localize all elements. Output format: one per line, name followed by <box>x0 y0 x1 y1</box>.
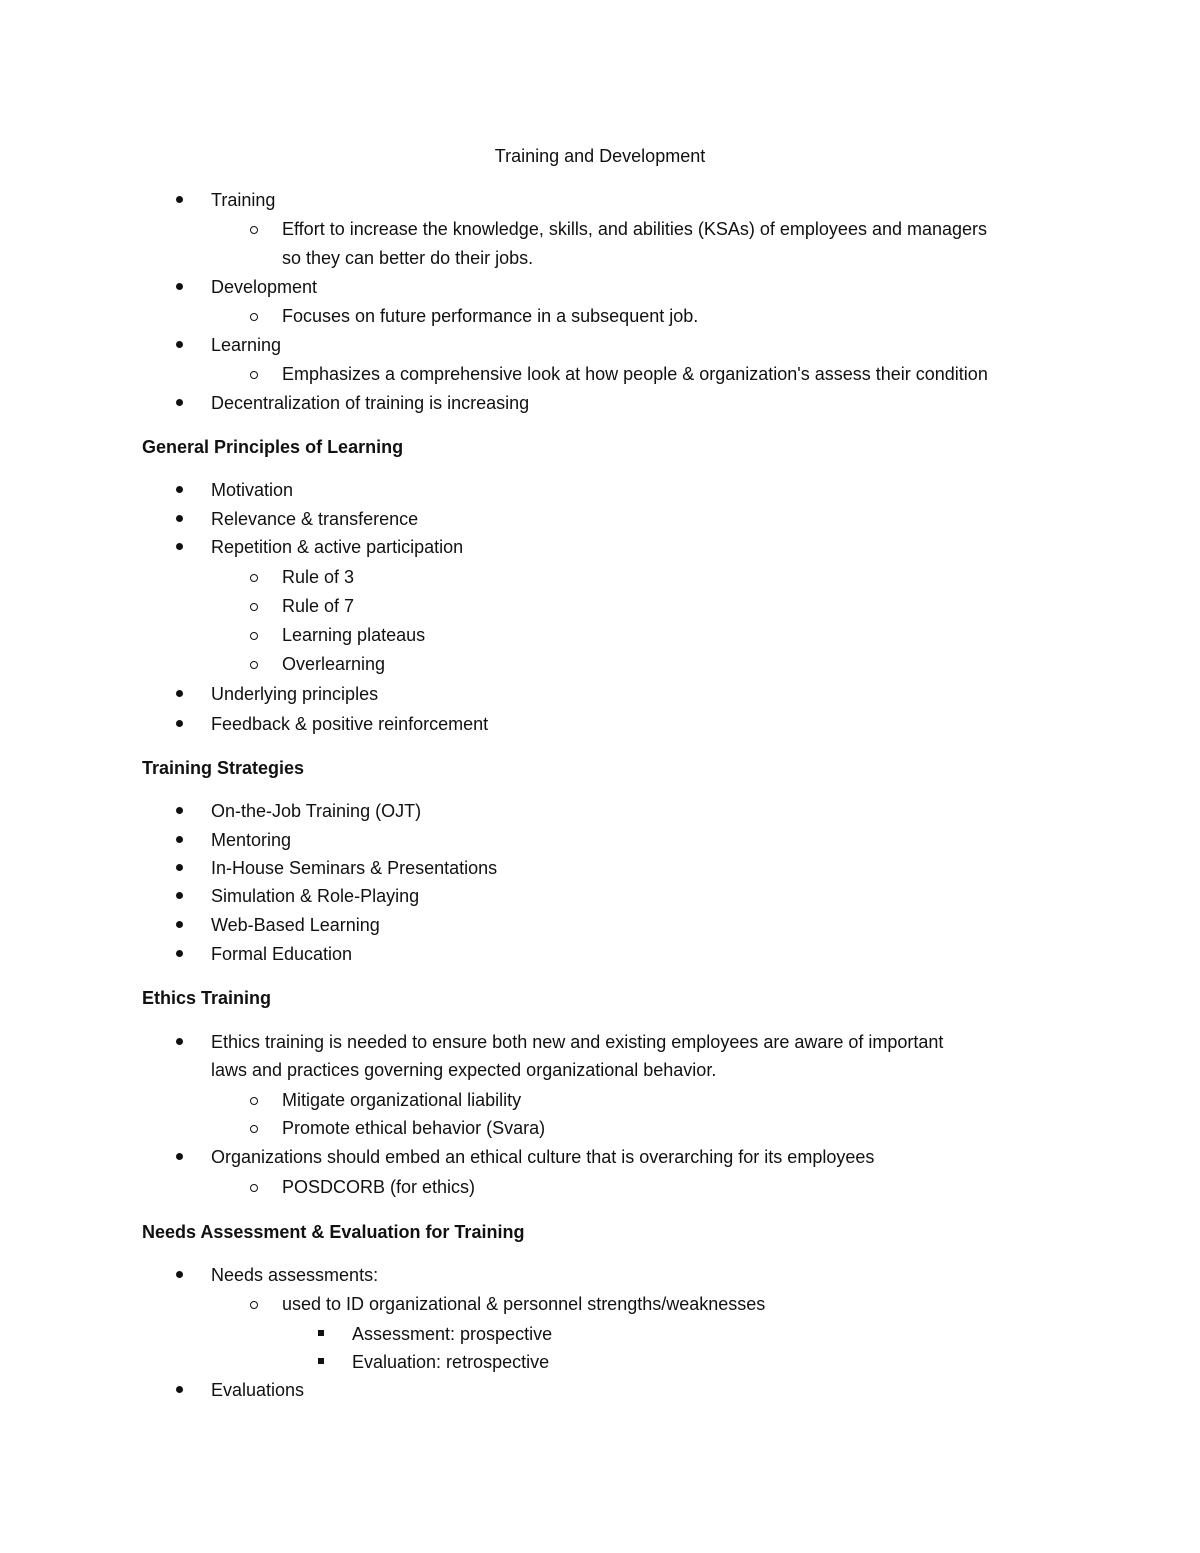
list-item: Organizations should embed an ethical culture that is overarching for its employees <box>211 1147 875 1167</box>
list-item: Underlying principles <box>211 684 379 704</box>
bullet-circle-icon <box>250 1301 258 1309</box>
list-item: Learning <box>211 335 282 355</box>
bullet-disc-icon <box>176 543 183 550</box>
bullet-disc-icon <box>176 283 183 290</box>
list-item: Mitigate organizational liability <box>282 1090 522 1110</box>
bullet-circle-icon <box>250 371 258 379</box>
list-item-continuation: so they can better do their jobs. <box>282 248 534 268</box>
list-item: Evaluations <box>211 1380 305 1400</box>
bullet-disc-icon <box>176 515 183 522</box>
bullet-disc-icon <box>176 1386 183 1393</box>
list-item: Web-Based Learning <box>211 915 380 935</box>
document-title: Training and Development <box>494 146 706 166</box>
bullet-disc-icon <box>176 921 183 928</box>
section-heading: Needs Assessment & Evaluation for Training <box>142 1222 525 1242</box>
list-item: Formal Education <box>211 944 353 964</box>
bullet-disc-icon <box>176 836 183 843</box>
list-item: Motivation <box>211 480 294 500</box>
list-item: Effort to increase the knowledge, skills, and abilities (KSAs) of employees and managers <box>282 219 988 239</box>
list-item: Repetition & active participation <box>211 537 464 557</box>
bullet-square-icon <box>318 1358 324 1364</box>
bullet-square-icon <box>318 1330 324 1336</box>
list-item: Mentoring <box>211 830 292 850</box>
list-item: used to ID organizational & personnel strengths/weaknesses <box>282 1294 766 1314</box>
list-item: Needs assessments: <box>211 1265 379 1285</box>
section-heading: Training Strategies <box>142 758 305 778</box>
list-item: Emphasizes a comprehensive look at how people & organization's assess their condition <box>282 364 988 384</box>
bullet-disc-icon <box>176 486 183 493</box>
bullet-disc-icon <box>176 892 183 899</box>
bullet-circle-icon <box>250 313 258 321</box>
list-item: Development <box>211 277 318 297</box>
list-item: Rule of 3 <box>282 567 355 587</box>
bullet-disc-icon <box>176 1271 183 1278</box>
bullet-disc-icon <box>176 690 183 697</box>
bullet-disc-icon <box>176 807 183 814</box>
list-item: POSDCORB (for ethics) <box>282 1177 476 1197</box>
list-item: In-House Seminars & Presentations <box>211 858 498 878</box>
list-item: Simulation & Role-Playing <box>211 886 420 906</box>
list-item: Relevance & transference <box>211 509 419 529</box>
list-item: Decentralization of training is increasing <box>211 393 530 413</box>
bullet-circle-icon <box>250 226 258 234</box>
list-item: Learning plateaus <box>282 625 426 645</box>
section-heading: General Principles of Learning <box>142 437 404 457</box>
bullet-circle-icon <box>250 1097 258 1105</box>
list-item: Promote ethical behavior (Svara) <box>282 1118 546 1138</box>
list-item: On-the-Job Training (OJT) <box>211 801 422 821</box>
section-heading: Ethics Training <box>142 988 272 1008</box>
list-item-continuation: laws and practices governing expected organizational behavior. <box>211 1060 717 1080</box>
list-item: Feedback & positive reinforcement <box>211 714 489 734</box>
list-item: Ethics training is needed to ensure both new and existing employees are aware of important <box>211 1032 944 1052</box>
bullet-disc-icon <box>176 399 183 406</box>
bullet-disc-icon <box>176 864 183 871</box>
bullet-circle-icon <box>250 661 258 669</box>
bullet-disc-icon <box>176 341 183 348</box>
list-item: Overlearning <box>282 654 386 674</box>
list-item: Focuses on future performance in a subsequent job. <box>282 306 699 326</box>
bullet-circle-icon <box>250 603 258 611</box>
list-item: Training <box>211 190 276 210</box>
bullet-disc-icon <box>176 950 183 957</box>
bullet-disc-icon <box>176 1153 183 1160</box>
list-item: Assessment: prospective <box>352 1324 553 1344</box>
bullet-circle-icon <box>250 574 258 582</box>
bullet-disc-icon <box>176 1038 183 1045</box>
list-item: Rule of 7 <box>282 596 355 616</box>
bullet-circle-icon <box>250 1184 258 1192</box>
bullet-disc-icon <box>176 720 183 727</box>
list-item: Evaluation: retrospective <box>352 1352 550 1372</box>
bullet-disc-icon <box>176 196 183 203</box>
bullet-circle-icon <box>250 632 258 640</box>
bullet-circle-icon <box>250 1125 258 1133</box>
